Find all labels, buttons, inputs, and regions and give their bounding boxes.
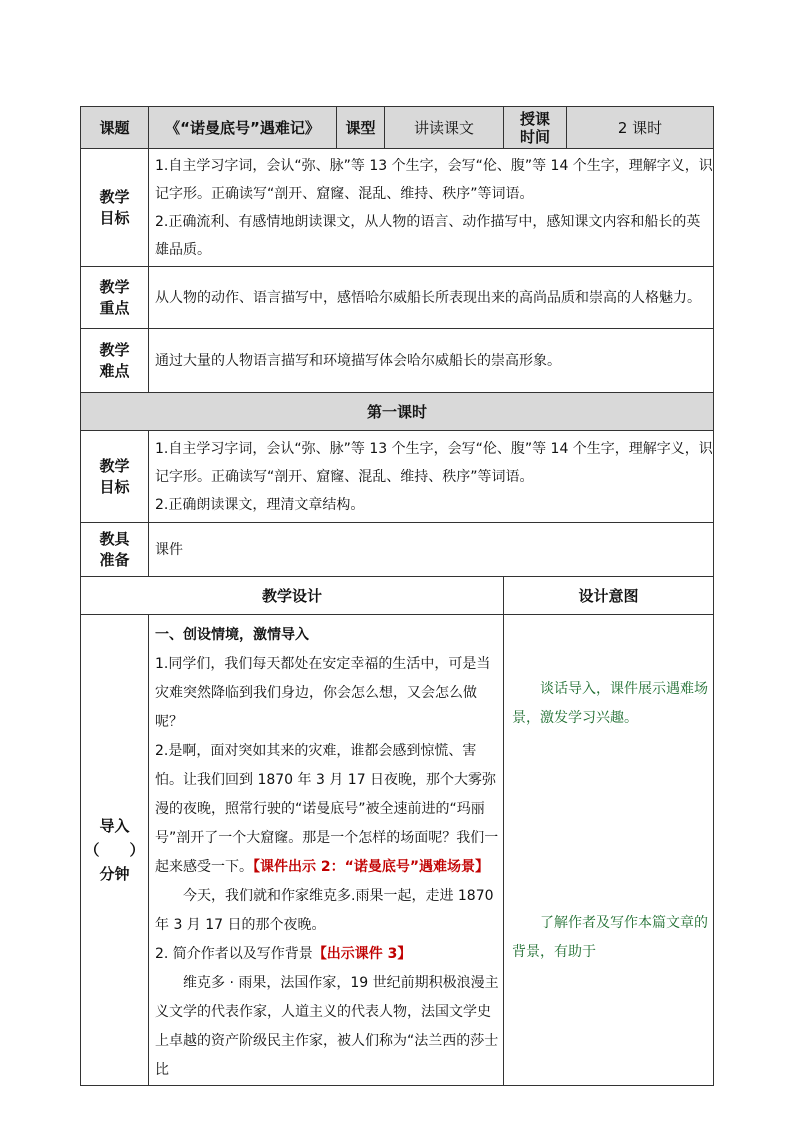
lesson-plan-page bbox=[80, 106, 713, 1086]
intro-label: 导入 （ ） 分钟 bbox=[81, 615, 149, 1086]
intro-intent bbox=[504, 615, 714, 1086]
design-intent-header: 设计意图 bbox=[504, 577, 714, 615]
goals-p2: 2.正确流利、有感情地朗读课文，从人物的语言、动作描写中，感知课文内容和船长的英雄品质。 bbox=[155, 213, 701, 258]
lesson1-title: 第一课时 bbox=[81, 393, 714, 431]
time-label-line2: 时间 bbox=[519, 127, 550, 146]
difficulty-content: 通过大量的人物语言描写和环境描写体会哈尔威船长的崇高形象。 bbox=[149, 329, 714, 393]
focus-label: 教学 重点 bbox=[81, 267, 149, 329]
intent-1: 谈话导入，课件展示遇难场景，激发学习兴趣。 bbox=[512, 681, 708, 726]
goals-content bbox=[149, 149, 714, 267]
goals-p1: 1.自主学习字词，会认“弥、脉”等 13 个生字，会写“伦、腹”等 14 个生字，理解字义，识记字形。正确读写“剖开、窟窿、混乱、维持、秩序”等词语。 bbox=[155, 157, 713, 202]
lesson1-goals-row bbox=[81, 431, 714, 523]
design-main-header: 教学设计 bbox=[81, 577, 504, 615]
lesson1-goals-p1: 1.自主学习字词，会认“弥、脉”等 13 个生字，会写“伦、腹”等 14 个生字，理解字义，识记字形。正确读写“剖开、窟窿、混乱、维持、秩序”等词语。 bbox=[155, 440, 713, 485]
intro-step-4: 2. 简介作者以及写作背景【出示课件 3】 bbox=[155, 946, 412, 962]
intro-content bbox=[149, 615, 504, 1086]
prep-content: 课件 bbox=[149, 523, 714, 577]
lesson1-title-row bbox=[81, 393, 714, 431]
time-value: 2 课时 bbox=[567, 107, 714, 149]
focus-content: 从人物的动作、语言描写中，感悟哈尔威船长所表现出来的高尚品质和崇高的人格魅力。 bbox=[149, 267, 714, 329]
intent-2: 了解作者及写作本篇文章的背景，有助于 bbox=[512, 915, 708, 960]
topic-label: 课题 bbox=[81, 107, 149, 149]
courseware-2-note: 【课件出示 2：“诺曼底号”遇难场景】 bbox=[253, 859, 490, 875]
intro-step-2: 2.是啊，面对突如其来的灾难，谁都会感到惊慌、害怕。让我们回到 1870 年 3 月 17 日夜晚，那个大雾弥漫的夜晚，照常行驶的“诺曼底号”被全速前进的“玛丽号”剖开了一个大窟窿。那是一个怎样的场面呢？我们一起来感受一下。【课件出示 2：“诺曼底号”遇难场景】 bbox=[155, 743, 499, 875]
lesson-plan-table bbox=[80, 106, 714, 1086]
intro-step-3: 今天，我们就和作家维克多.雨果一起，走进 1870 年 3 月 17 日的那个夜晚。 bbox=[155, 888, 494, 933]
intro-step-1: 1.同学们，我们每天都处在安定幸福的生活中，可是当灾难突然降临到我们身边，你会怎么想，又会怎么做呢？ bbox=[155, 656, 491, 730]
lesson1-goals-content bbox=[149, 431, 714, 523]
lesson1-goals-p2: 2.正确朗读课文，理清文章结构。 bbox=[155, 496, 365, 513]
time-label-line1: 授课 bbox=[519, 109, 550, 128]
topic-value: 《“诺曼底号”遇难记》 bbox=[149, 107, 337, 149]
header-row bbox=[81, 107, 714, 149]
intro-section-title: 一、创设情境，激情导入 bbox=[155, 627, 309, 643]
lesson1-goals-label: 教学 目标 bbox=[81, 431, 149, 523]
intro-row bbox=[81, 615, 714, 1086]
type-label: 课型 bbox=[337, 107, 385, 149]
time-label bbox=[504, 107, 567, 149]
design-header-row bbox=[81, 577, 714, 615]
goals-label: 教学 目标 bbox=[81, 149, 149, 267]
prep-label: 教具 准备 bbox=[81, 523, 149, 577]
difficulty-row bbox=[81, 329, 714, 393]
goals-row bbox=[81, 149, 714, 267]
courseware-3-note: 【出示课件 3】 bbox=[312, 946, 412, 962]
difficulty-label: 教学 难点 bbox=[81, 329, 149, 393]
intro-step-5: 维克多 · 雨果，法国作家，19 世纪前期积极浪漫主义文学的代表作家，人道主义的代表人物，法国文学史上卓越的资产阶级民主作家，被人们称为“法兰西的莎士比 bbox=[155, 975, 499, 1078]
prep-row bbox=[81, 523, 714, 577]
type-value: 讲读课文 bbox=[385, 107, 504, 149]
focus-row bbox=[81, 267, 714, 329]
